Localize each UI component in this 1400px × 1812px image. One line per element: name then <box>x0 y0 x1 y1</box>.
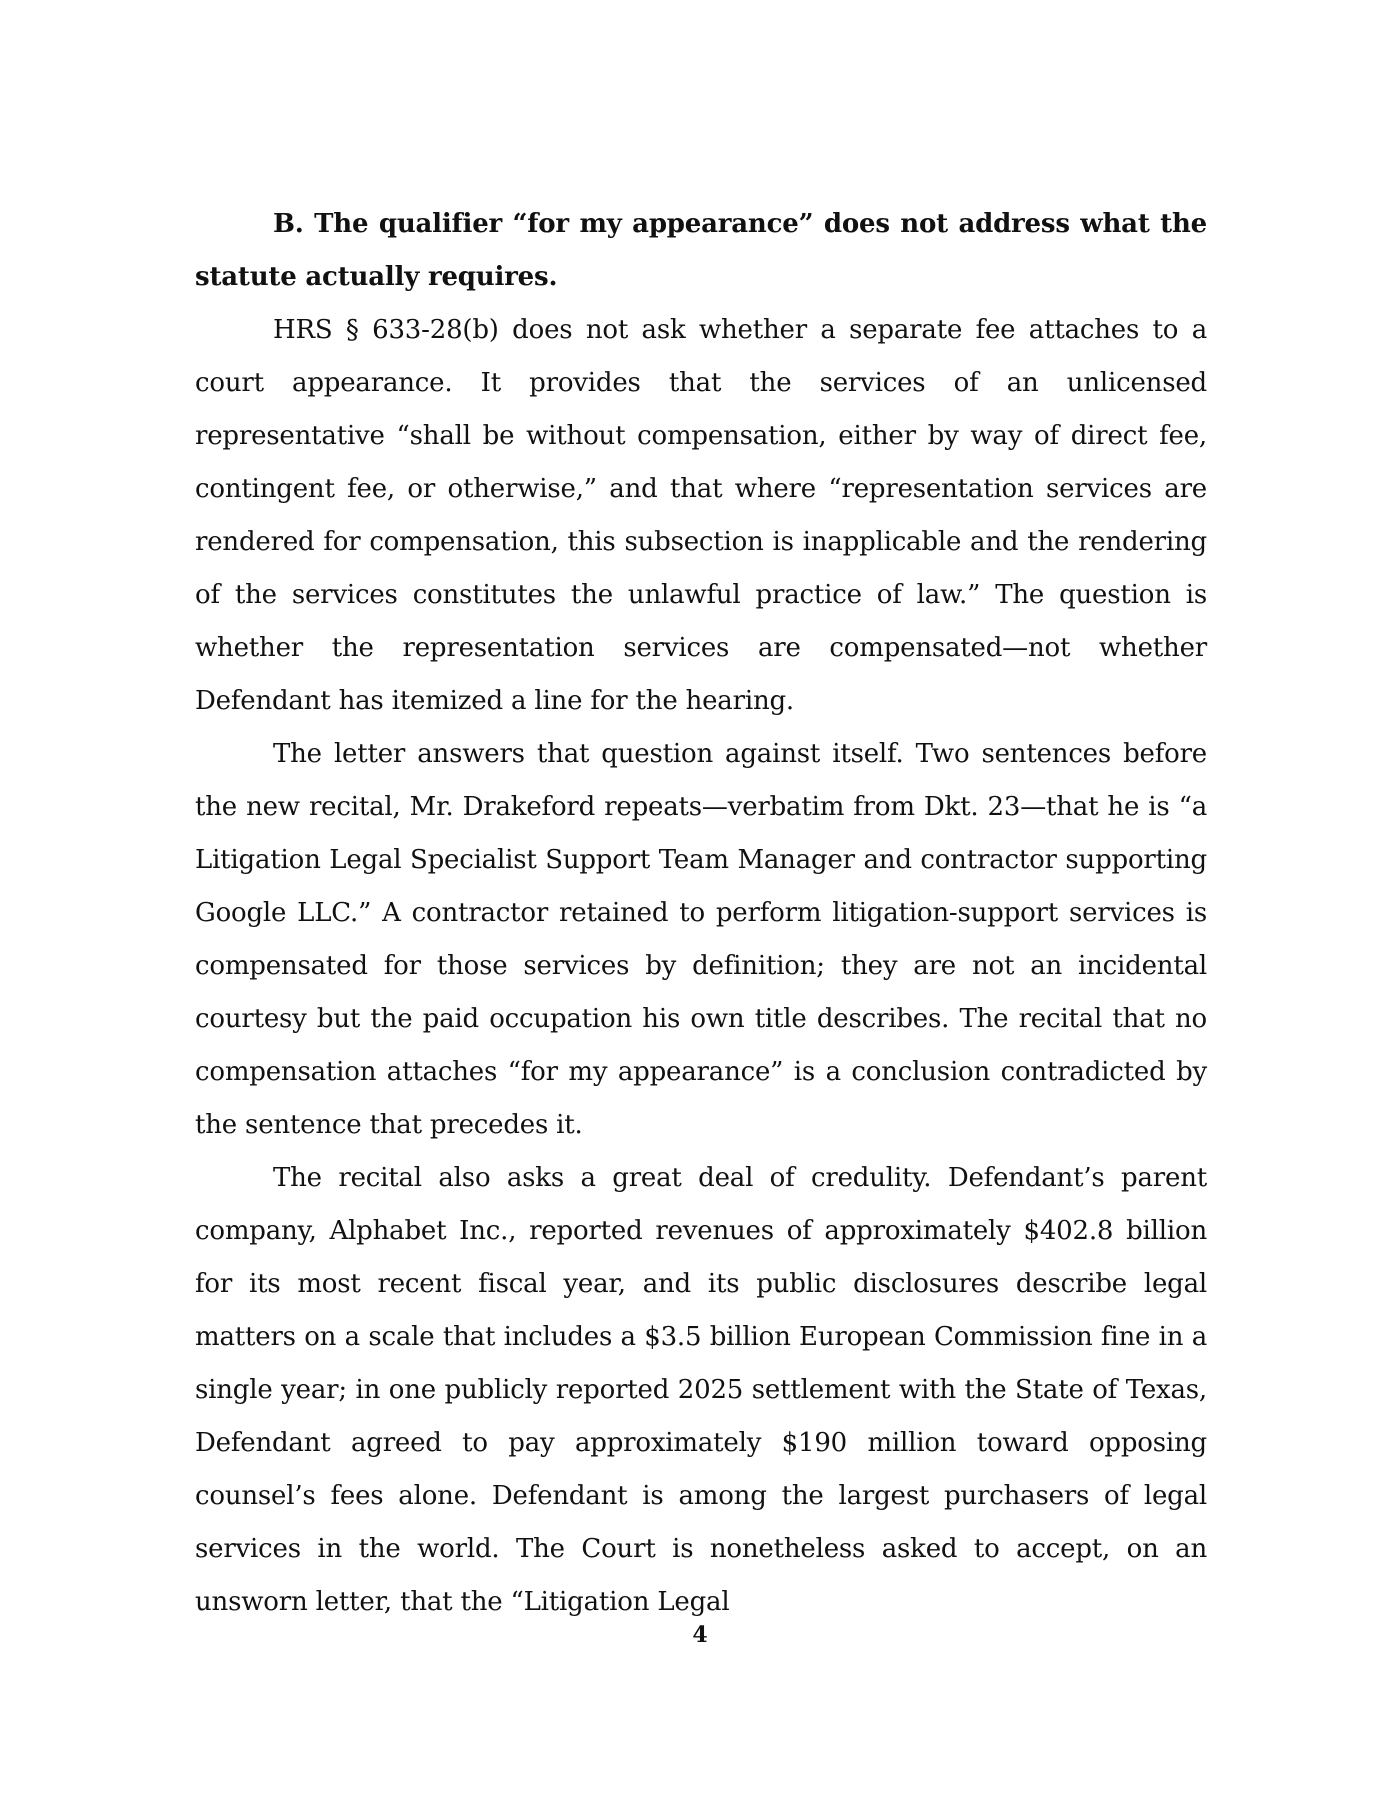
paragraph-credulity: The recital also asks a great deal of credulity. Defendant’s parent company, Alphabet Inc., reported revenues of approximately $402.8 billion for its most recent fiscal year, and its public disclosures describe legal matters on a scale that includes a $3.5 billion European Commission fine in a single year; in one publicly reported 2025 settlement with the State of Texas, Defendant agreed to pay approximately $190 million toward opposing counsel’s fees alone. Defendant is among the largest purchasers of legal services in the world. The Court is nonetheless asked to accept, on an unsworn letter, that the “Litigation Legal <box>195 1163 1207 1617</box>
paragraph-letter: The letter answers that question against itself. Two sentences before the new recital, Mr. Drakeford repeats—verbatim from Dkt. 23—that he is “a Litigation Legal Specialist Support Team Manager and contractor supporting Google LLC.” A contractor retained to perform litigation-support services is compensated for those services by definition; they are not an incidental courtesy but the paid occupation his own title describes. The recital that no compensation attaches “for my appearance” is a conclusion contradicted by the sentence that precedes it. <box>195 739 1207 1140</box>
page-number: 4 <box>692 1622 708 1648</box>
document-body <box>195 198 1207 1629</box>
section-heading: B. The qualifier “for my appearance” does not address what the statute actually requires. <box>195 209 1207 292</box>
paragraph-statute: HRS § 633-28(b) does not ask whether a separate fee attaches to a court appearance. It provides that the services of an unlicensed representative “shall be without compensation, either by way of direct fee, contingent fee, or otherwise,” and that where “representation services are rendered for compensation, this subsection is inapplicable and the rendering of the services constitutes the unlawful practice of law.” The question is whether the representation services are compensated—not whether Defendant has itemized a line for the hearing. <box>195 315 1207 716</box>
